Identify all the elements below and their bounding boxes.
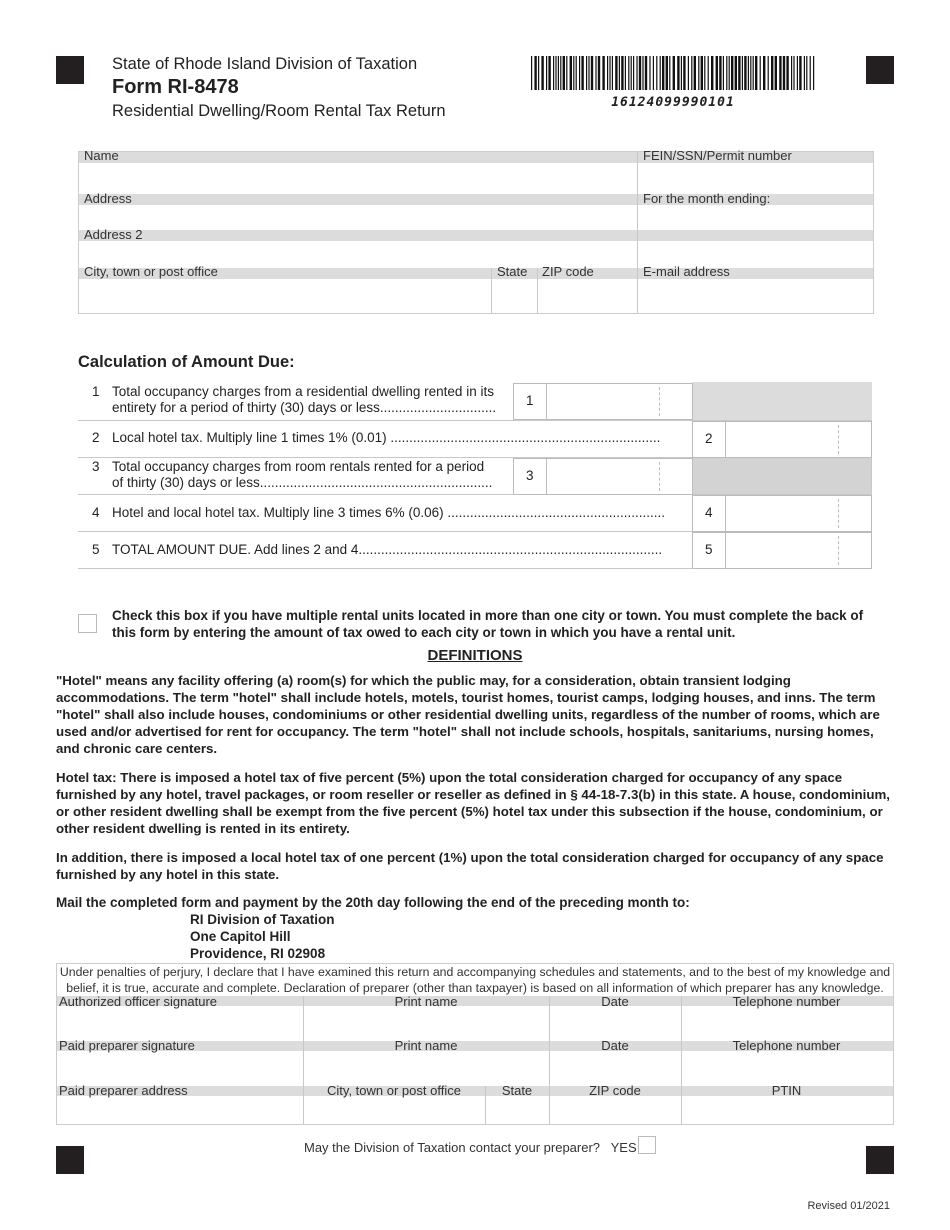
officer-date-input[interactable] — [549, 1007, 679, 1039]
barcode-bar — [625, 56, 626, 90]
barcode-bar — [576, 56, 577, 90]
barcode-bar — [636, 56, 637, 90]
registration-mark-bottom-left — [56, 1146, 84, 1174]
barcode-bar — [719, 56, 721, 90]
preparer-telephone-input[interactable] — [681, 1052, 891, 1084]
barcode-bar — [579, 56, 580, 90]
barcode-bar — [546, 56, 547, 90]
barcode-bar — [698, 56, 699, 90]
barcode-bar — [760, 56, 761, 90]
barcode-bar — [595, 56, 596, 90]
barcode-bar — [716, 56, 718, 90]
barcode-bar — [602, 56, 604, 90]
multi-unit-text: Check this box if you have multiple rental units located in more than one city or town. You must complete the back of this form by entering the amount of tax owed to each city or town in which you have a rental unit. — [112, 608, 864, 640]
ptin-label: PTIN — [771, 1083, 802, 1098]
barcode-bar — [673, 56, 675, 90]
definitions-hotel: "Hotel" means any facility offering (a) room(s) for which the public may, for a consideration, obtain transient lodging accommodations. The term "hotel" shall include hotels, motels, tourist homes, tourist camps, lodging houses, and inns. The term "hotel" shall also include houses, condominiums or other residential dwelling units, regardless of the number of rooms, which are used and/or advertised for rent for occupancy. The term "hotel" shall not include schools, hospitals, sanitariums, nursing homes, and chronic care centers. — [56, 673, 880, 756]
address-label: Address — [84, 191, 132, 206]
barcode-bar — [735, 56, 737, 90]
preparer-signature-input[interactable] — [57, 1052, 301, 1084]
barcode-bar — [573, 56, 574, 90]
barcode-bar — [768, 56, 769, 90]
barcode-bar — [645, 56, 647, 90]
barcode-bar — [726, 56, 727, 90]
preparer-telephone-label: Telephone number — [732, 1038, 841, 1053]
barcode-bar — [666, 56, 668, 90]
barcode-bar — [786, 56, 788, 90]
barcode-bar — [548, 56, 550, 90]
barcode-bar — [541, 56, 543, 90]
line-1-box-label: 1 — [526, 393, 534, 408]
barcode-bar — [531, 56, 532, 90]
mailing-address-line2: One Capitol Hill — [190, 929, 291, 944]
barcode-bar — [628, 56, 629, 90]
calculation-title: Calculation of Amount Due: — [78, 353, 295, 371]
definitions-hotel-tax: Hotel tax: There is imposed a hotel tax of five percent (5%) upon the total consideration charged for occupancy of any space furnished by any hotel, travel packages, or room reseller or reseller as defined in § 44-18-7.3(b) in this state. A house, condominium, or other resident dwelling shall be exempt from the five percent (5%) hotel tax under this subsection if the house, condominium, or other resident dwelling is rented in its entirety. — [56, 770, 891, 836]
barcode-bar — [694, 56, 696, 90]
barcode-bar — [662, 56, 664, 90]
month-ending-label: For the month ending: — [643, 191, 771, 206]
date-label: Date — [601, 994, 629, 1009]
preparer-state-label: State — [501, 1083, 533, 1098]
barcode-bar — [649, 56, 650, 90]
form-title: Residential Dwelling/Room Rental Tax Return — [112, 102, 446, 120]
barcode-bar — [791, 56, 792, 90]
definitions-local-tax: In addition, there is imposed a local hotel tax of one percent (1%) upon the total consideration charged for occupancy of any space furnished by any hotel in this state. — [56, 850, 884, 882]
barcode-bar — [775, 56, 777, 90]
barcode-bar — [621, 56, 623, 90]
barcode-bar — [813, 56, 814, 90]
barcode-bar — [566, 56, 567, 90]
barcode-bar — [639, 56, 641, 90]
barcode-bar — [660, 56, 661, 90]
email-input[interactable] — [639, 280, 869, 310]
barcode-bar — [683, 56, 685, 90]
barcode-bar — [586, 56, 587, 90]
barcode-bar — [681, 56, 682, 90]
definitions-title: DEFINITIONS — [427, 647, 523, 664]
contact-yes-checkbox[interactable] — [638, 1136, 656, 1154]
barcode-bar — [563, 56, 565, 90]
perjury-declaration: Under penalties of perjury, I declare that I have examined this return and accompanying schedules and statements, and to the best of my knowledge and belief, it is true, accurate and complete. Declaration of preparer (other than taxpayer) is based on all information of which preparer has any knowledge. — [59, 965, 891, 995]
preparer-signature-label: Paid preparer signature — [59, 1038, 195, 1053]
barcode-bar — [615, 56, 617, 90]
barcode-bar — [633, 56, 634, 90]
barcode-bar — [755, 56, 757, 90]
line-text-continued: entirety for a period of thirty (30) days or less............................... — [112, 400, 497, 415]
print-name-label: Print name — [394, 994, 458, 1009]
line-number: 2 — [92, 430, 100, 445]
zip-label: ZIP code — [542, 264, 594, 279]
barcode-bar — [797, 56, 798, 90]
barcode-bar — [581, 56, 583, 90]
barcode-bar — [631, 56, 632, 90]
barcode-bar — [619, 56, 620, 90]
ptin-input[interactable] — [681, 1096, 891, 1122]
barcode-bar — [783, 56, 785, 90]
barcode-bar — [570, 56, 572, 90]
preparer-print-name-label: Print name — [394, 1038, 458, 1053]
barcode-bar — [748, 56, 749, 90]
registration-mark-bottom-right — [866, 1146, 894, 1174]
mailing-instruction: Mail the completed form and payment by the 20th day following the end of the preceding month to: — [56, 895, 690, 910]
line-3-input[interactable] — [546, 458, 693, 495]
line-1-input[interactable] — [546, 383, 693, 420]
barcode-bar — [742, 56, 743, 90]
agency-name: State of Rhode Island Division of Taxation — [112, 55, 418, 73]
barcode-bar — [799, 56, 801, 90]
telephone-label: Telephone number — [732, 994, 841, 1009]
month-ending-input[interactable] — [639, 206, 869, 228]
barcode-bar — [763, 56, 765, 90]
registration-mark-top-right — [866, 56, 894, 84]
line-2-box-label: 2 — [705, 431, 713, 446]
barcode-bar — [553, 56, 554, 90]
preparer-state-input[interactable] — [485, 1096, 547, 1122]
barcode-bar — [738, 56, 740, 90]
city-input[interactable] — [80, 280, 490, 310]
barcode-bar — [677, 56, 679, 90]
multi-unit-checkbox[interactable] — [78, 614, 97, 633]
barcode-bar — [708, 56, 709, 90]
revision-date: Revised 01/2021 — [807, 1200, 890, 1212]
mailing-address-line1: RI Division of Taxation — [190, 912, 335, 927]
preparer-print-name-input[interactable] — [303, 1052, 547, 1084]
barcode-bar — [598, 56, 600, 90]
barcode-bar — [538, 56, 539, 90]
mailing-address-line3: Providence, RI 02908 — [190, 946, 326, 961]
barcode-bar — [704, 56, 705, 90]
officer-print-name-input[interactable] — [303, 1007, 547, 1039]
barcode-bar — [729, 56, 730, 90]
line-3-box-label: 3 — [526, 468, 534, 483]
barcode-bar — [612, 56, 613, 90]
barcode-bar — [806, 56, 807, 90]
line-number: 5 — [92, 542, 100, 557]
name-input[interactable] — [80, 164, 636, 192]
line-text: Total occupancy charges from a residential dwelling rented in its — [112, 384, 494, 399]
address2-input[interactable] — [80, 242, 636, 266]
state-input[interactable] — [492, 280, 536, 310]
preparer-date-input[interactable] — [549, 1052, 679, 1084]
line-text: TOTAL AMOUNT DUE. Add lines 2 and 4................................................................................. — [112, 542, 663, 557]
form-number: Form RI-8478 — [112, 76, 239, 98]
barcode-number: 16124099990101 — [611, 95, 735, 110]
barcode-bar — [609, 56, 610, 90]
barcode-image — [531, 56, 815, 90]
barcode-bar — [558, 56, 559, 90]
preparer-city-label: City, town or post office — [327, 1083, 461, 1098]
line-2-input[interactable] — [725, 421, 872, 458]
barcode-bar — [691, 56, 692, 90]
barcode-bar — [669, 56, 670, 90]
zip-input[interactable] — [538, 280, 636, 310]
barcode-bar — [591, 56, 593, 90]
preparer-address-input[interactable] — [57, 1096, 301, 1122]
preparer-city-input[interactable] — [303, 1096, 483, 1122]
preparer-zip-input[interactable] — [549, 1096, 679, 1122]
contact-yes-label: YES — [610, 1140, 637, 1155]
fein-label: FEIN/SSN/Permit number — [643, 148, 792, 163]
barcode-bar — [653, 56, 654, 90]
barcode-bar — [555, 56, 556, 90]
barcode-bar — [793, 56, 794, 90]
address2-label: Address 2 — [84, 227, 143, 242]
line-number: 1 — [92, 384, 100, 399]
barcode-bar — [701, 56, 703, 90]
registration-mark-top-left — [56, 56, 84, 84]
contact-question-text: May the Division of Taxation contact your preparer? — [304, 1140, 601, 1155]
preparer-address-label: Paid preparer address — [59, 1083, 188, 1098]
line-text: Hotel and local hotel tax. Multiply line 3 times 6% (0.06) .......................................................... — [112, 505, 665, 520]
barcode-bar — [642, 56, 643, 90]
line-5-box-label: 5 — [705, 542, 713, 557]
barcode-bar — [711, 56, 713, 90]
fein-input[interactable] — [639, 164, 869, 192]
line-number: 4 — [92, 505, 100, 520]
barcode-bar — [804, 56, 805, 90]
email-label: E-mail address — [643, 264, 730, 279]
barcode-bar — [688, 56, 689, 90]
barcode-bar — [723, 56, 724, 90]
city-label: City, town or post office — [84, 264, 218, 279]
line-text-continued: of thirty (30) days or less.............................................................. — [112, 475, 493, 490]
line-4-box-label: 4 — [705, 505, 713, 520]
line-number: 3 — [92, 459, 100, 474]
barcode-bar — [607, 56, 608, 90]
line-5-input[interactable] — [725, 532, 872, 569]
barcode-bar — [810, 56, 811, 90]
name-label: Name — [84, 148, 119, 163]
address-input[interactable] — [80, 206, 636, 228]
barcode-bar — [779, 56, 781, 90]
barcode-bar — [731, 56, 733, 90]
line-4-input[interactable] — [725, 495, 872, 532]
officer-signature-label: Authorized officer signature — [59, 994, 218, 1009]
line-text: Local hotel tax. Multiply line 1 times 1% (0.01) ........................................................................ — [112, 430, 661, 445]
preparer-zip-label: ZIP code — [589, 1083, 641, 1098]
barcode-bar — [560, 56, 561, 90]
barcode-bar — [588, 56, 589, 90]
officer-signature-input[interactable] — [57, 1007, 301, 1039]
barcode-bar — [656, 56, 657, 90]
contact-preparer-question — [304, 1140, 637, 1155]
line-text: Total occupancy charges from room rentals rented for a period — [112, 459, 485, 474]
state-label: State — [497, 264, 528, 279]
officer-telephone-input[interactable] — [681, 1007, 891, 1039]
barcode-bar — [744, 56, 746, 90]
barcode-bar — [771, 56, 773, 90]
preparer-date-label: Date — [601, 1038, 629, 1053]
barcode-bar — [753, 56, 754, 90]
barcode-bar — [750, 56, 751, 90]
barcode-bar — [534, 56, 536, 90]
